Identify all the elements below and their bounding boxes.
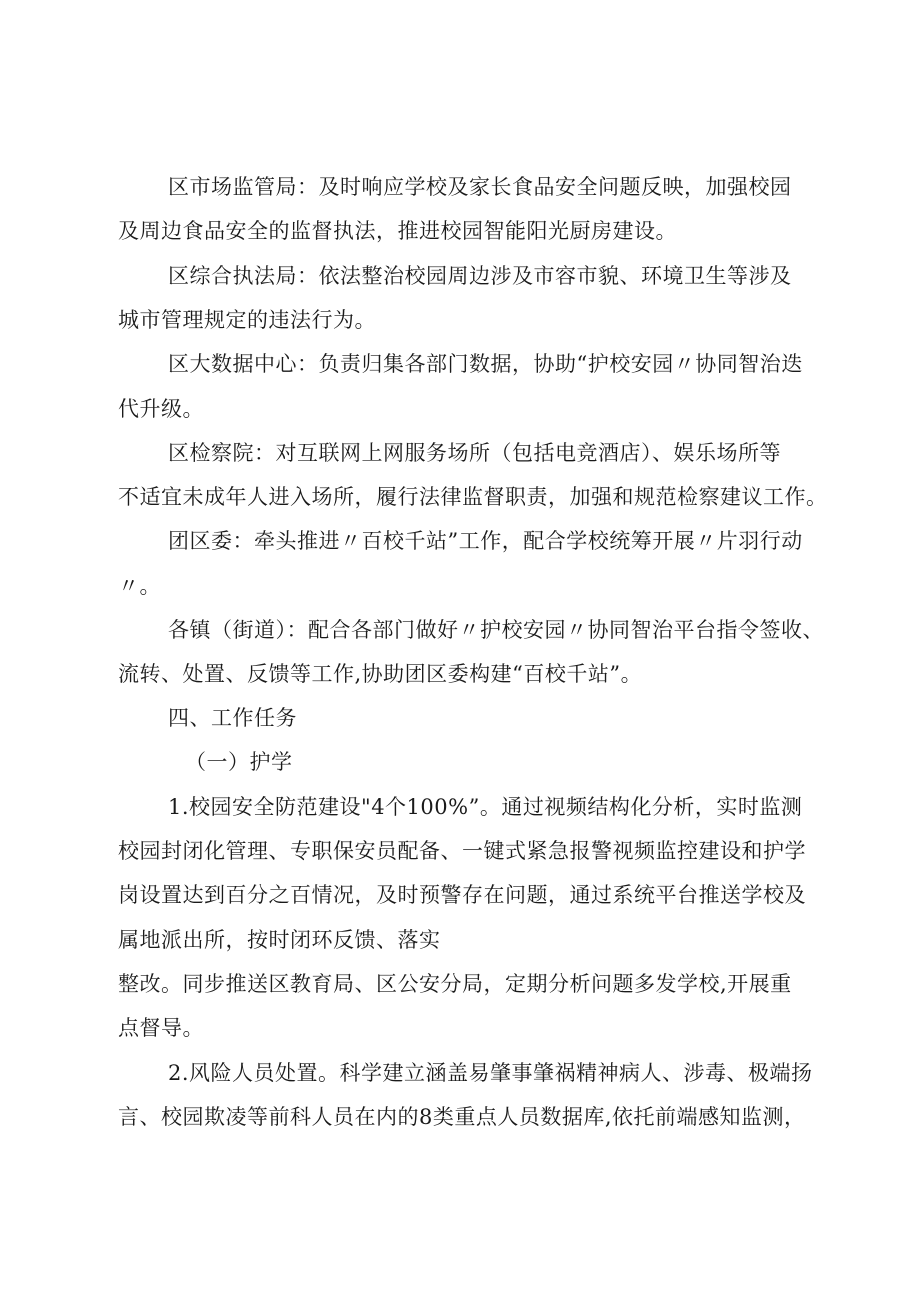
paragraph-line: 各镇（街道）：配合各部门做好〃护校安园〃协同智治平台指令签收、 bbox=[168, 618, 824, 642]
paragraph-line: 2.风险人员处置。科学建立涵盖易肇事肇祸精神病人、涉毒、极端扬 bbox=[168, 1061, 813, 1085]
paragraph-line: 整改。同步推送区教育局、区公安分局，定期分析问题多发学校,开展重 bbox=[118, 972, 792, 996]
paragraph-line: 区综合执法局：依法整治校园周边涉及市容市貌、环境卫生等涉及 bbox=[168, 264, 792, 288]
paragraph-line: 代升级。 bbox=[118, 397, 204, 421]
paragraph-line: 不适宜未成年人进入场所，履行法律监督职责，加强和规范检察建议工作。 bbox=[118, 485, 828, 509]
paragraph-line: 区检察院：对互联网上网服务场所（包括电竞酒店）、娱乐场所等 bbox=[168, 441, 781, 465]
paragraph-line: 区市场监管局：及时响应学校及家长食品安全问题反映，加强校园 bbox=[168, 175, 792, 199]
paragraph-line: 校园封闭化管理、专职保安员配备、一键式紧急报警视频监控建设和护学 bbox=[118, 839, 806, 863]
paragraph-line: 流转、处置、反馈等工作,协助团区委构建“百校千站”。 bbox=[118, 662, 643, 686]
paragraph-line: 城市管理规定的违法行为。 bbox=[118, 308, 376, 332]
paragraph-line: 团区委：牵头推进〃百校千站”工作，配合学校统筹开展〃片羽行动 bbox=[168, 529, 803, 553]
subsection-heading: （一）护学 bbox=[185, 750, 293, 774]
paragraph-line: 岗设置达到百分之百情况，及时预警存在问题，通过系统平台推送学校及 bbox=[118, 883, 806, 907]
paragraph-line: 言、校园欺凌等前科人员在内的8类重点人员数据库,依托前端感知监测， bbox=[118, 1105, 806, 1129]
paragraph-line: 属地派出所，按时闭环反馈、落实 bbox=[118, 928, 441, 952]
paragraph-line: 区大数据中心：负责归集各部门数据，协助“护校安园〃协同智治迭 bbox=[168, 352, 803, 376]
paragraph-line: 及周边食品安全的监督执法，推进校园智能阳光厨房建设。 bbox=[118, 219, 677, 243]
paragraph-line: 1.校园安全防范建设"4个100%”。通过视频结构化分析，实时监测 bbox=[168, 795, 803, 819]
section-heading: 四、工作任务 bbox=[168, 706, 297, 730]
paragraph-line: 点督导。 bbox=[118, 1016, 204, 1040]
paragraph-line: 〃。 bbox=[118, 574, 161, 598]
